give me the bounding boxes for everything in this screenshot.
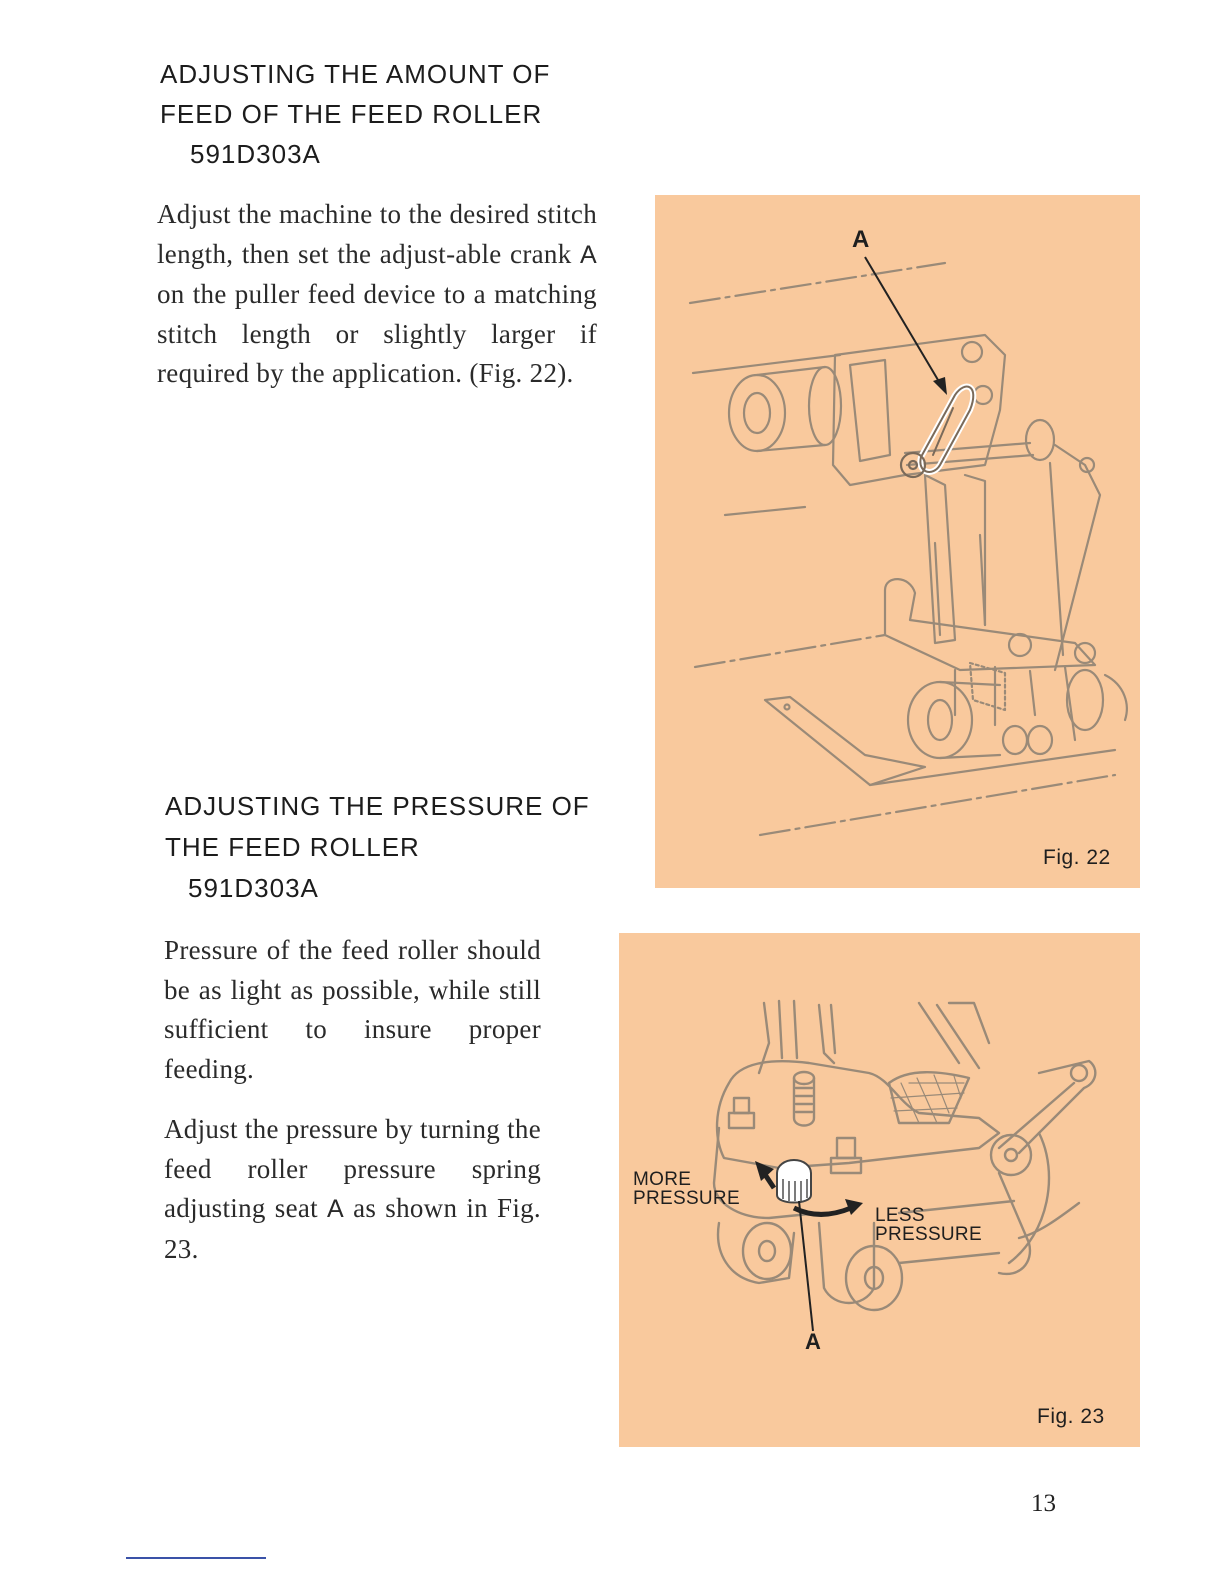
section2-heading <box>165 786 590 909</box>
figure-22-label-a: A <box>852 226 870 253</box>
page-number: 13 <box>1031 1490 1056 1517</box>
figure-23-label-a: A <box>805 1329 821 1354</box>
section1-heading <box>160 54 550 174</box>
section2-paragraph2-symbol: A <box>327 1195 345 1223</box>
figure-22-pointer-line <box>865 257 941 385</box>
figure-23-label-less-line1: LESS <box>875 1205 925 1226</box>
section2-paragraph2 <box>164 1110 541 1269</box>
figure-23-label-less-line2: PRESSURE <box>875 1224 982 1245</box>
section1-heading-line2: FEED OF THE FEED ROLLER <box>160 99 543 129</box>
section1-body-text-a: Adjust the machine to the desired stitch length, then set the adjust-able crank <box>157 199 597 269</box>
figure-23-label-more-line1: MORE <box>633 1169 692 1190</box>
figure-22 <box>655 195 1140 888</box>
section2-paragraph2-text-a: Adjust the pressure by turning the feed roller pressure spring adjusting seat <box>164 1114 541 1223</box>
figure-23-caption: Fig. 23 <box>1037 1405 1105 1428</box>
figure-23 <box>619 933 1140 1447</box>
section1-model-number: 591D303A <box>190 139 321 169</box>
figure-23-label-less <box>875 1206 982 1244</box>
figure-23-label-more <box>633 1170 740 1208</box>
figure-23-less-arrow <box>794 1208 851 1214</box>
section1-heading-line1: ADJUSTING THE AMOUNT OF <box>160 59 551 89</box>
figure-23-label-more-line2: PRESSURE <box>633 1188 740 1209</box>
section1-body-symbol: A <box>580 240 597 269</box>
figure-22-drawing <box>655 195 1140 888</box>
figure-22-pointer-arrowhead <box>933 377 947 395</box>
section2-model-number: 591D303A <box>188 873 319 903</box>
section2-paragraph1: Pressure of the feed roller should be as light as possible, while still sufficient to insure proper feeding. <box>164 935 541 1084</box>
section2-heading-line2: THE FEED ROLLER <box>165 832 420 862</box>
figure-22-caption: Fig. 22 <box>1043 846 1111 869</box>
section1-body-text-b: on the puller feed device to a matching stitch length or slightly larger if required by the application. (Fig. 22). <box>157 279 597 388</box>
section2-paragraph2-text-b: as shown in Fig. 23. <box>164 1193 541 1264</box>
footer-rule <box>126 1557 266 1559</box>
section2-heading-line1: ADJUSTING THE PRESSURE OF <box>165 791 590 821</box>
figure-23-pointer-line <box>799 1201 813 1331</box>
section1-body <box>157 195 597 394</box>
